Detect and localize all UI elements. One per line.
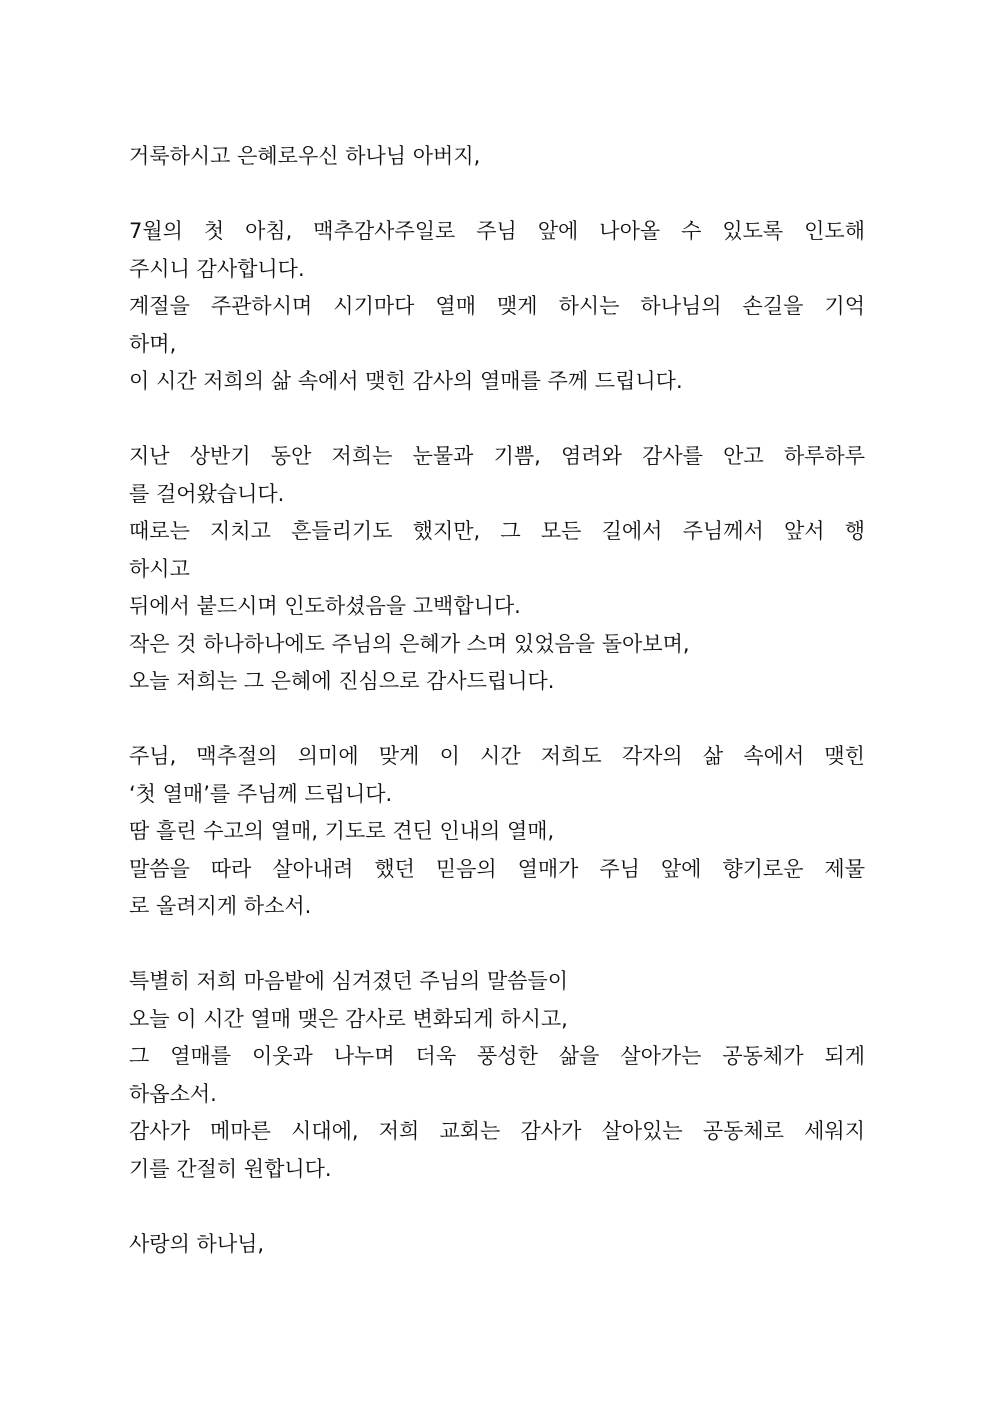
document-page	[129, 138, 865, 1263]
blank-line	[129, 701, 865, 739]
text-line: 오늘 저희는 그 은혜에 진심으로 감사드립니다.	[129, 669, 555, 693]
text-line: 주시니 감사합니다.	[129, 256, 305, 281]
text-line: 를 걸어왔습니다.	[129, 481, 285, 506]
text-line: 로 올려지게 하소서.	[129, 894, 312, 918]
text-line: 하며,	[129, 331, 177, 356]
text-line: 지난 상반기 동안 저희는 눈물과 기쁨, 염려와 감사를 안고 하루하루	[129, 444, 865, 468]
text-line: 거룩하시고 은혜로우신 하나님 아버지,	[129, 144, 481, 168]
text-line: 작은 것 하나하나에도 주님의 은혜가 스며 있었음을 돌아보며,	[129, 631, 690, 656]
blank-line	[129, 176, 865, 214]
text-line: 그 열매를 이웃과 나누며 더욱 풍성한 삶을 살아가는 공동체가 되게	[129, 1044, 865, 1068]
blank-line	[129, 926, 865, 964]
text-line: 특별히 저희 마음밭에 심겨졌던 주님의 말씀들이	[129, 969, 569, 993]
text-line: 기를 간절히 원합니다.	[129, 1156, 332, 1181]
text-line: 뒤에서 붙드시며 인도하셨음을 고백합니다.	[129, 594, 521, 618]
text-line: 주님, 맥추절의 의미에 맞게 이 시간 저희도 각자의 삶 속에서 맺힌	[129, 744, 865, 768]
text-line: 하옵소서.	[129, 1081, 217, 1106]
text-line: 감사가 메마른 시대에, 저희 교회는 감사가 살아있는 공동체로 세워지	[129, 1119, 865, 1143]
text-line: 이 시간 저희의 삶 속에서 맺힌 감사의 열매를 주께 드립니다.	[129, 369, 683, 393]
text-line: 땀 흘린 수고의 열매, 기도로 견딘 인내의 열매,	[129, 819, 555, 843]
blank-line	[129, 401, 865, 439]
text-line: 때로는 지치고 흔들리기도 했지만, 그 모든 길에서 주님께서 앞서 행	[129, 519, 865, 543]
text-line: 오늘 이 시간 열매 맺은 감사로 변화되게 하시고,	[129, 1006, 568, 1031]
text-line: ‘첫 열매’를 주님께 드립니다.	[129, 781, 393, 806]
text-line: 계절을 주관하시며 시기마다 열매 맺게 하시는 하나님의 손길을 기억	[129, 294, 865, 318]
text-line: 7월의 첫 아침, 맥추감사주일로 주님 앞에 나아올 수 있도록 인도해	[129, 219, 865, 243]
text-line: 말씀을 따라 살아내려 했던 믿음의 열매가 주님 앞에 향기로운 제물	[129, 856, 865, 881]
blank-line	[129, 1188, 865, 1226]
text-line: 사랑의 하나님,	[129, 1231, 265, 1256]
text-line: 하시고	[129, 556, 190, 581]
